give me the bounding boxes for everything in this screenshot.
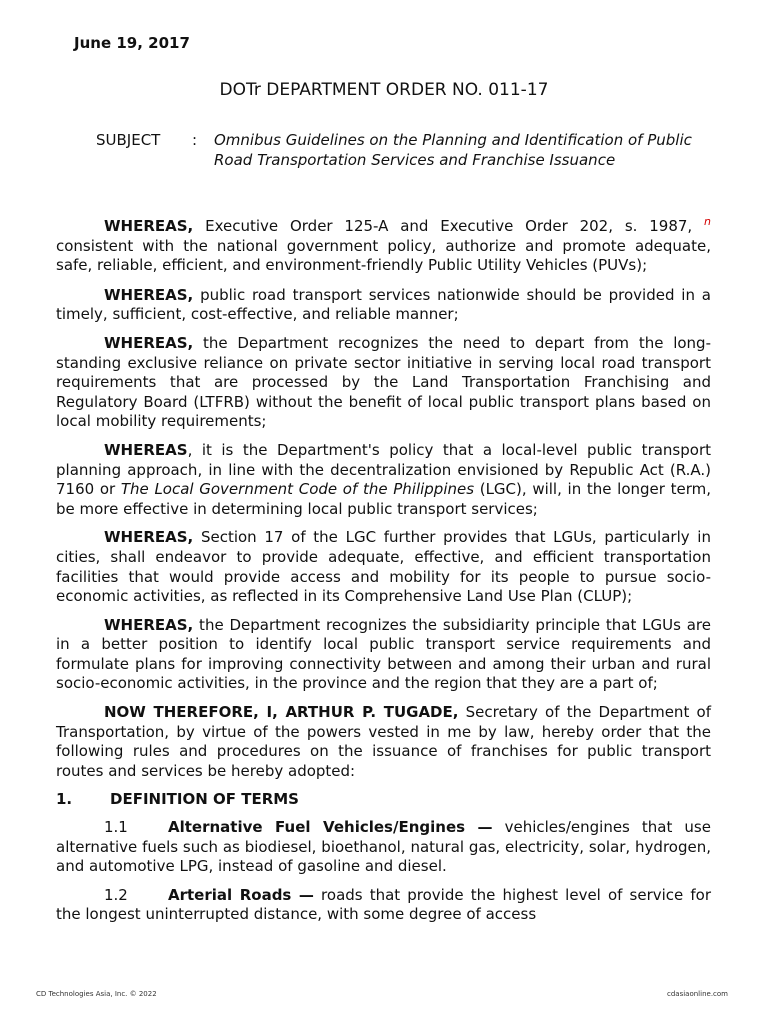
whereas-clause-1 bbox=[56, 212, 711, 276]
whereas-clause-6 bbox=[56, 616, 711, 694]
clause-text: public road transport services nationwide should be provided in a timely, sufficient, cost-effective, and reliable manner; bbox=[56, 285, 711, 324]
footer-website[interactable]: cdasiaonline.com bbox=[667, 990, 728, 998]
now-therefore-clause bbox=[56, 703, 711, 781]
clause-italic-title: The Local Government Code of the Philippines bbox=[120, 480, 475, 499]
clause-lead: WHEREAS bbox=[104, 440, 188, 459]
whereas-clause-3 bbox=[56, 334, 711, 432]
definition-item bbox=[56, 818, 711, 877]
document-title: DOTr DEPARTMENT ORDER NO. 011-17 bbox=[219, 80, 549, 100]
whereas-clause-5 bbox=[56, 528, 711, 606]
document-date: June 19, 2017 bbox=[74, 34, 190, 52]
section-heading bbox=[56, 790, 711, 810]
clause-text-continued: consistent with the national government policy, authorize and promote adequate, safe, reliable, efficient, and environment-friendly Public Utility Vehicles (PUVs); bbox=[56, 236, 711, 275]
section-number: 1. bbox=[56, 790, 73, 809]
annotation-note-marker[interactable]: n bbox=[704, 215, 711, 228]
definition-item bbox=[56, 886, 711, 925]
section-title: DEFINITION OF TERMS bbox=[110, 790, 299, 809]
clause-lead: WHEREAS, bbox=[104, 333, 194, 352]
clause-lead: WHEREAS, bbox=[104, 217, 194, 235]
footer-copyright: CD Technologies Asia, Inc. © 2022 bbox=[36, 990, 157, 998]
clause-lead: WHEREAS, bbox=[104, 615, 194, 634]
whereas-clause-2 bbox=[56, 286, 711, 325]
whereas-clause-4 bbox=[56, 441, 711, 519]
clause-lead: NOW THEREFORE, I, ARTHUR P. TUGADE, bbox=[104, 703, 459, 722]
clause-lead: WHEREAS, bbox=[104, 285, 194, 304]
definition-number: 1.2 bbox=[104, 885, 128, 904]
subject-label: SUBJECT bbox=[96, 131, 161, 149]
definition-number: 1.1 bbox=[104, 818, 128, 837]
definition-text: vehicles/engines that use alternative fuels such as biodiesel, bioethanol, natural gas, electricity, solar, hydrogen, and automotive LPG, instead of gasoline and diesel. bbox=[56, 818, 711, 876]
clause-text: , it is the Department's policy that a local-level public transport planning approach, in line with the decentralization envisioned by Republic Act (R.A.) 7160 or bbox=[56, 440, 711, 499]
clause-text: the Department recognizes the need to depart from the long-standing exclusive reliance on private sector initiative in serving local road transport requirements that are processed by the Land Transportation Franchising and Regulatory Board (LTFRB) without the benefit of local public transport plans based on local mobility requirements; bbox=[56, 333, 711, 431]
clause-lead: WHEREAS, bbox=[104, 528, 194, 547]
document-body bbox=[56, 212, 711, 934]
subject-colon: : bbox=[192, 131, 198, 149]
clause-text: Executive Order 125-A and Executive Order 202, s. 1987, bbox=[193, 217, 705, 235]
subject-text: Omnibus Guidelines on the Planning and Identification of Public Road Transportation Services and Franchise Issuance bbox=[214, 131, 692, 169]
definition-term: Arterial Roads — bbox=[168, 885, 314, 904]
definition-term: Alternative Fuel Vehicles/Engines — bbox=[168, 818, 493, 837]
clause-text-continued: (LGC), will, in the longer term, be more effective in determining local public transport services; bbox=[56, 480, 711, 518]
clause-text: Section 17 of the LGC further provides that LGUs, particularly in cities, shall endeavor to provide adequate, effective, and efficient transportation facilities that would provide access and mobility for its people to pursue socio-economic activities, as reflected in its Comprehensive Land Use Plan (CLUP); bbox=[56, 528, 711, 606]
clause-text: the Department recognizes the subsidiarity principle that LGUs are in a better position to identify local public transport service requirements and formulate plans for improving connectivity between and among their urban and rural socio-economic activities, in the province and the region that they are a part of; bbox=[56, 615, 711, 693]
clause-text: Secretary of the Department of Transportation, by virtue of the powers vested in me by law, hereby order that the following rules and procedures on the issuance of franchises for public transport routes and services be hereby adopted: bbox=[56, 703, 711, 780]
definition-text: roads that provide the highest level of service for the longest uninterrupted distance, with some degree of access bbox=[56, 885, 711, 924]
